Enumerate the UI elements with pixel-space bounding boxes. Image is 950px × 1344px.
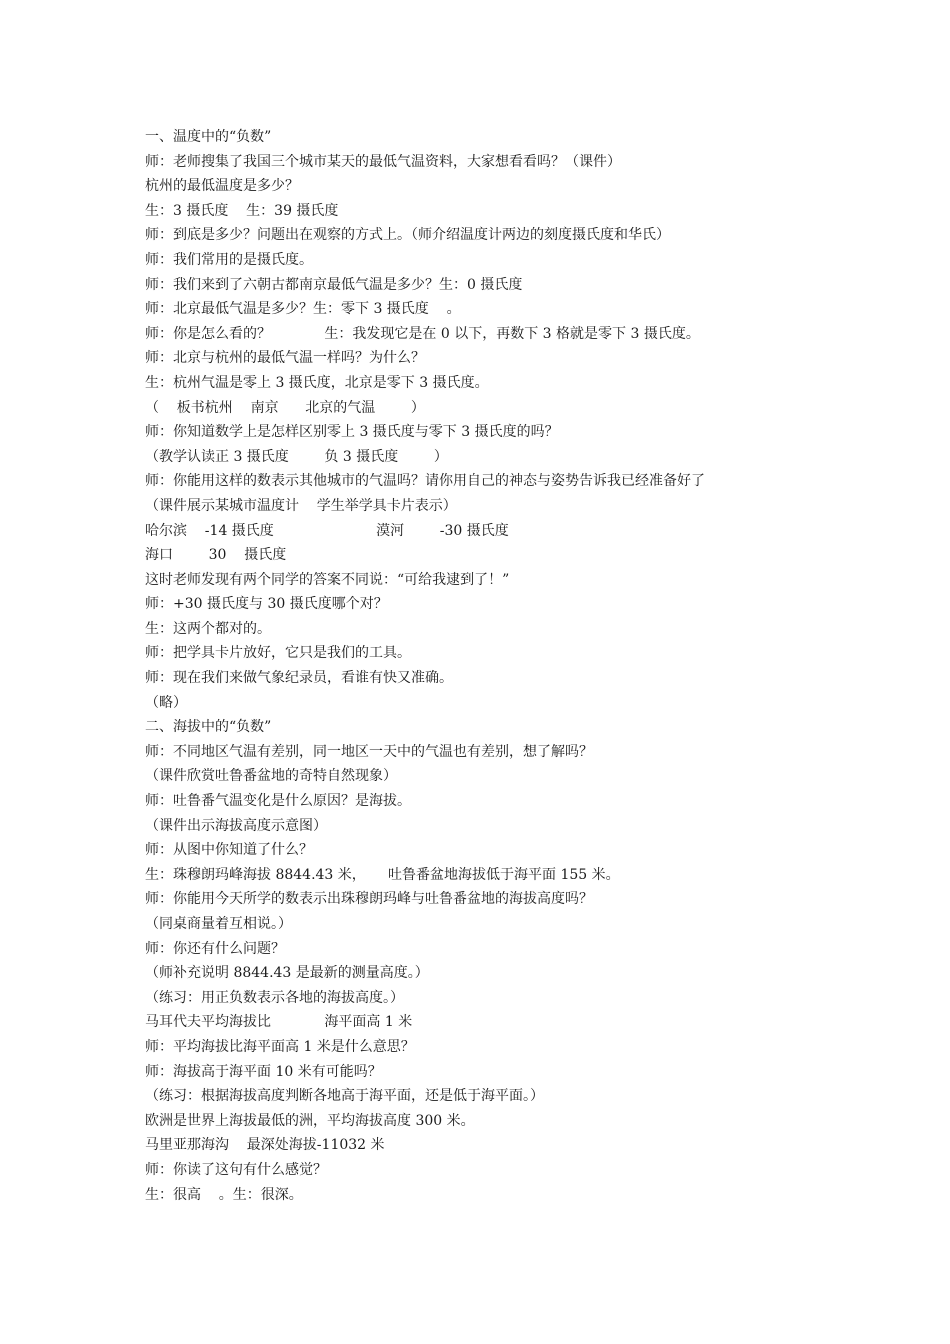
text-line: （练习：用正负数表示各地的海拔高度。）: [145, 989, 404, 1006]
text-line: 师：老师搜集了我国三个城市某天的最低气温资料，大家想看看吗？（课件）: [145, 153, 621, 170]
text-line: （ 板书杭州 南京 北京的气温 ）: [145, 399, 425, 416]
text-line: 师：把学具卡片放好，它只是我们的工具。: [145, 645, 411, 662]
text-line: 师：你是怎么看的？ 生：我发现它是在 0 以下，再数下 3 格就是零下 3 摄氏度。: [145, 325, 700, 342]
text-line: 师：你读了这句有什么感觉？: [145, 1161, 327, 1178]
text-line: 师：你还有什么问题？: [145, 940, 285, 957]
text-line: 师：北京最低气温是多少？生：零下 3 摄氏度 。: [145, 301, 461, 318]
text-line: 师：海拔高于海平面 10 米有可能吗？: [145, 1063, 382, 1080]
section-heading-temperature: 一、温度中的“负数”: [145, 129, 272, 145]
text-line: 马里亚那海沟 最深处海拔-11032 米: [145, 1137, 385, 1154]
section-heading-altitude: 二、海拔中的“负数”: [145, 719, 272, 736]
text-line: 生：3 摄氏度 生：39 摄氏度: [145, 202, 339, 219]
text-line: （同桌商量着互相说。）: [145, 916, 292, 932]
text-line: 师：北京与杭州的最低气温一样吗？为什么？: [145, 350, 425, 367]
text-line: 师：吐鲁番气温变化是什么原因？是海拔。: [145, 793, 411, 810]
text-line: 师：你能用这样的数表示其他城市的气温吗？请你用自己的神态与姿势告诉我已经准备好了: [145, 473, 705, 490]
text-line: 生：这两个都对的。: [145, 620, 271, 637]
text-line: 师：到底是多少？问题出在观察的方式上。（师介绍温度计两边的刻度摄氏度和华氏）: [145, 227, 670, 244]
text-line: （课件出示海拔高度示意图）: [145, 817, 327, 834]
text-line: 师：从图中你知道了什么？: [145, 842, 313, 859]
text-line: （教学认读正 3 摄氏度 负 3 摄氏度 ）: [145, 448, 448, 465]
text-line: 生：很高 。生：很深。: [145, 1186, 303, 1203]
text-line: 师：平均海拔比海平面高 1 米是什么意思？: [145, 1038, 415, 1055]
text-line: 欧洲是世界上海拔最低的洲，平均海拔高度 300 米。: [145, 1112, 475, 1129]
text-line: （略）: [145, 694, 187, 711]
text-line: 哈尔滨 -14 摄氏度 漠河 -30 摄氏度: [145, 522, 509, 539]
text-line: 师：我们常用的是摄氏度。: [145, 251, 313, 268]
text-line: 生：珠穆朗玛峰海拔 8844.43 米， 吐鲁番盆地海拔低于海平面 155 米。: [145, 866, 620, 883]
text-line: 师：我们来到了六朝古都南京最低气温是多少？生：0 摄氏度: [145, 276, 523, 293]
text-line: 师：你知道数学上是怎样区别零上 3 摄氏度与零下 3 摄氏度的吗？: [145, 424, 559, 441]
text-line: 这时老师发现有两个同学的答案不同说：“可给我逮到了！”: [145, 571, 510, 588]
text-line: 杭州的最低温度是多少？: [145, 178, 299, 195]
text-line: （练习：根据海拔高度判断各地高于海平面，还是低于海平面。）: [145, 1088, 544, 1105]
text-line: 师：+30 摄氏度与 30 摄氏度哪个对？: [145, 596, 388, 613]
text-line: （课件欣赏吐鲁番盆地的奇特自然现象）: [145, 768, 397, 785]
text-line: 生：杭州气温是零上 3 摄氏度，北京是零下 3 摄氏度。: [145, 374, 489, 391]
text-line: 师：不同地区气温有差别，同一地区一天中的气温也有差别，想了解吗？: [145, 743, 593, 760]
text-line: 马耳代夫平均海拔比 海平面高 1 米: [145, 1014, 413, 1031]
document-body: [145, 125, 825, 1207]
text-line: 师：现在我们来做气象纪录员，看谁有快又准确。: [145, 670, 453, 687]
text-line: 海口 30 摄氏度: [145, 547, 287, 564]
text-line: （师补充说明 8844.43 是最新的测量高度。）: [145, 965, 429, 982]
text-line: 师：你能用今天所学的数表示出珠穆朗玛峰与吐鲁番盆地的海拔高度吗？: [145, 891, 593, 908]
text-line: （课件展示某城市温度计 学生举学具卡片表示）: [145, 497, 457, 514]
